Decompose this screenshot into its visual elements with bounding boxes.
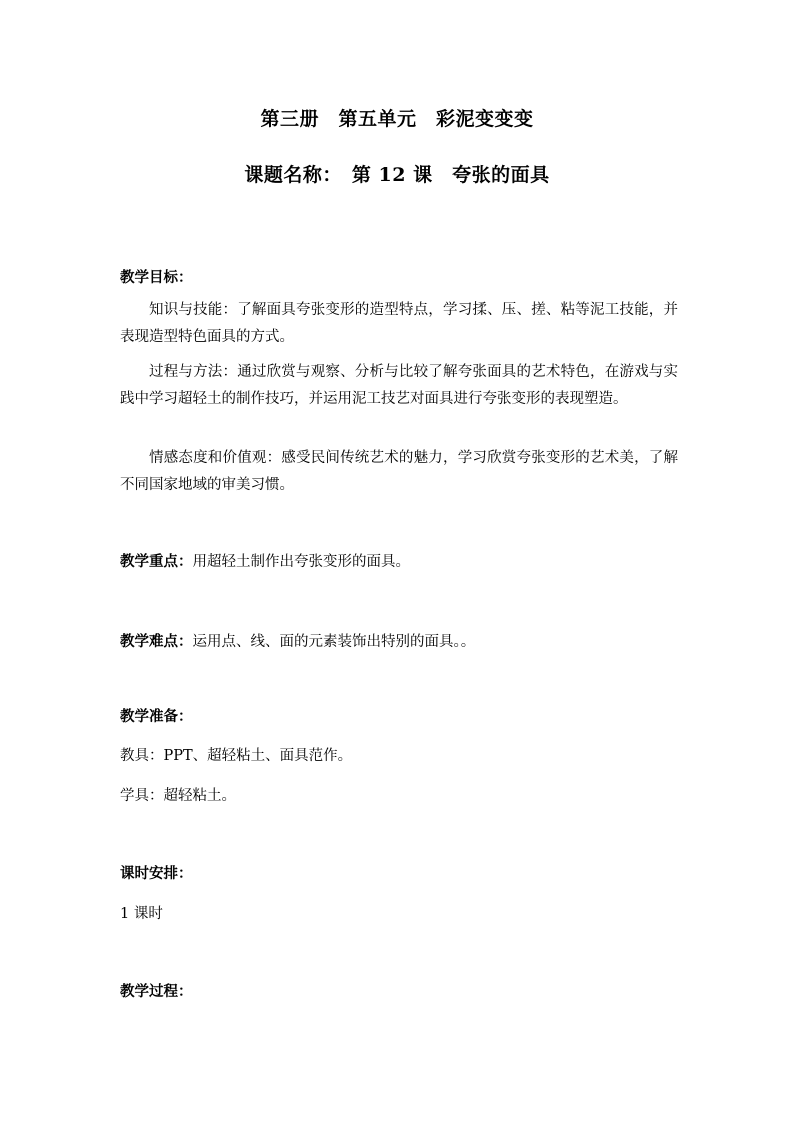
difficulty-label: 教学难点： — [120, 633, 193, 650]
key-point-label: 教学重点： — [120, 553, 193, 570]
goal-paragraph-knowledge: 知识与技能：了解面具夸张变形的造型特点，学习揉、压、搓、粘等泥工技能，并表现造型特色面具的方式。 — [120, 302, 678, 345]
difficulty-text: 运用点、线、面的元素装饰出特别的面具。。 — [192, 634, 476, 650]
key-point-line — [120, 550, 410, 571]
teacher-tools: 教具：PPT、超轻粘土、面具范作。 — [120, 748, 353, 764]
key-point-text: 用超轻土制作出夸张变形的面具。 — [192, 554, 410, 570]
student-tools: 学具：超轻粘土。 — [120, 788, 236, 804]
unit-title: 第三册 第五单元 彩泥变变变 — [260, 108, 534, 130]
schedule-heading: 课时安排： — [120, 865, 193, 882]
schedule-text: 1 课时 — [120, 906, 163, 922]
goal-paragraph-process: 过程与方法：通过欣赏与观察、分析与比较了解夸张面具的艺术特色，在游戏与实践中学习超轻土的制作技巧，并运用泥工技艺对面具进行夸张变形的表现塑造。 — [120, 364, 678, 407]
goals-heading: 教学目标： — [120, 269, 193, 286]
lesson-title: 课题名称： 第 12 课 夸张的面具 — [244, 164, 550, 186]
preparation-heading: 教学准备： — [120, 708, 193, 725]
goal-paragraph-emotion: 情感态度和价值观：感受民间传统艺术的魅力，学习欣赏夸张变形的艺术美，了解不同国家地域的审美习惯。 — [120, 450, 678, 493]
difficulty-line — [120, 630, 475, 651]
process-heading: 教学过程： — [120, 983, 193, 1000]
